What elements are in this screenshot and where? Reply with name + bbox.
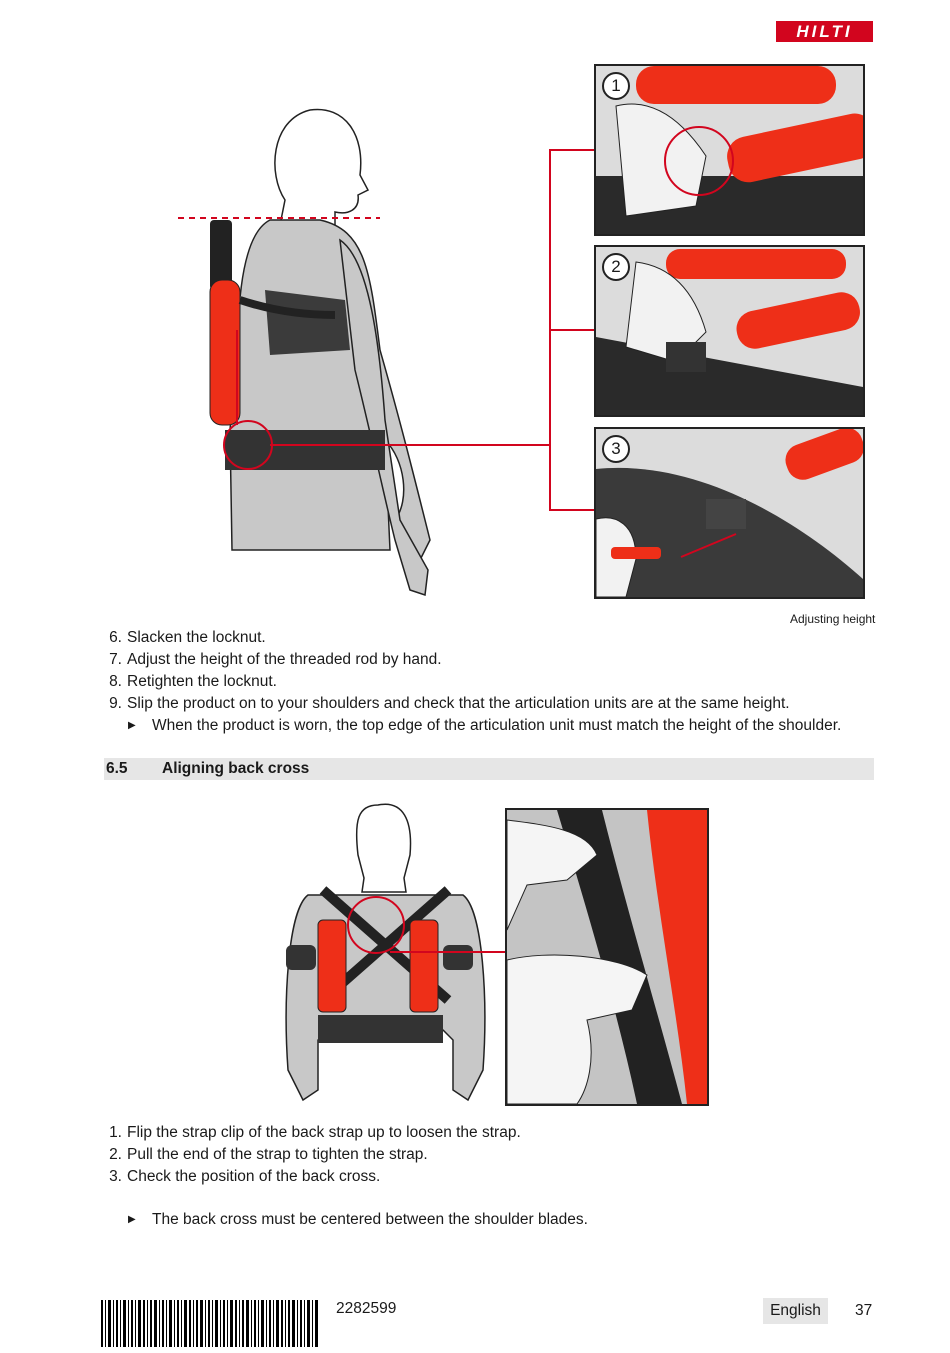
triangle-bullet-icon: ▶ [128,1214,136,1225]
steps-list-a [104,627,884,715]
page-number: 37 [855,1302,873,1319]
detail-panel-2 [594,245,865,417]
detail-panel-3 [594,427,865,599]
hilti-logo: HILTI [776,21,873,42]
language-label: English [763,1298,828,1324]
list-item: 7. Adjust the height of the threaded rod by hand. [109,651,442,668]
doc-number: 2282599 [336,1300,397,1317]
callout-lines [270,145,600,515]
list-item: 2. Pull the end of the strap to tighten the strap. [109,1146,428,1163]
strap-detail-panel [505,808,709,1106]
result-note-b: ▶ The back cross must be centered between the shoulder blades. [104,1209,942,1231]
detail-panel-1 [594,64,865,236]
list-item: 8. Retighten the locknut. [109,673,277,690]
list-item: 3. Check the position of the back cross. [109,1168,381,1185]
figure-caption: Adjusting height [790,612,876,626]
back-view-illustration [278,800,510,1105]
detail-number-1: 1 [602,72,630,100]
section-heading: 6.5 Aligning back cross [104,758,874,780]
steps-list-b [104,1122,884,1188]
list-item: 1. Flip the strap clip of the back strap up to loosen the strap. [109,1124,521,1141]
detail-number-3: 3 [602,435,630,463]
triangle-bullet-icon: ▶ [128,720,136,731]
detail-number-2: 2 [602,253,630,281]
result-note-a: ▶ When the product is worn, the top edge of the articulation unit must match the height of the shoulder. [104,715,942,737]
barcode [101,1300,319,1347]
list-item: 6. Slacken the locknut. [109,629,266,646]
list-item: 9. Slip the product on to your shoulders and check that the articulation units are at the same height. [109,695,790,712]
